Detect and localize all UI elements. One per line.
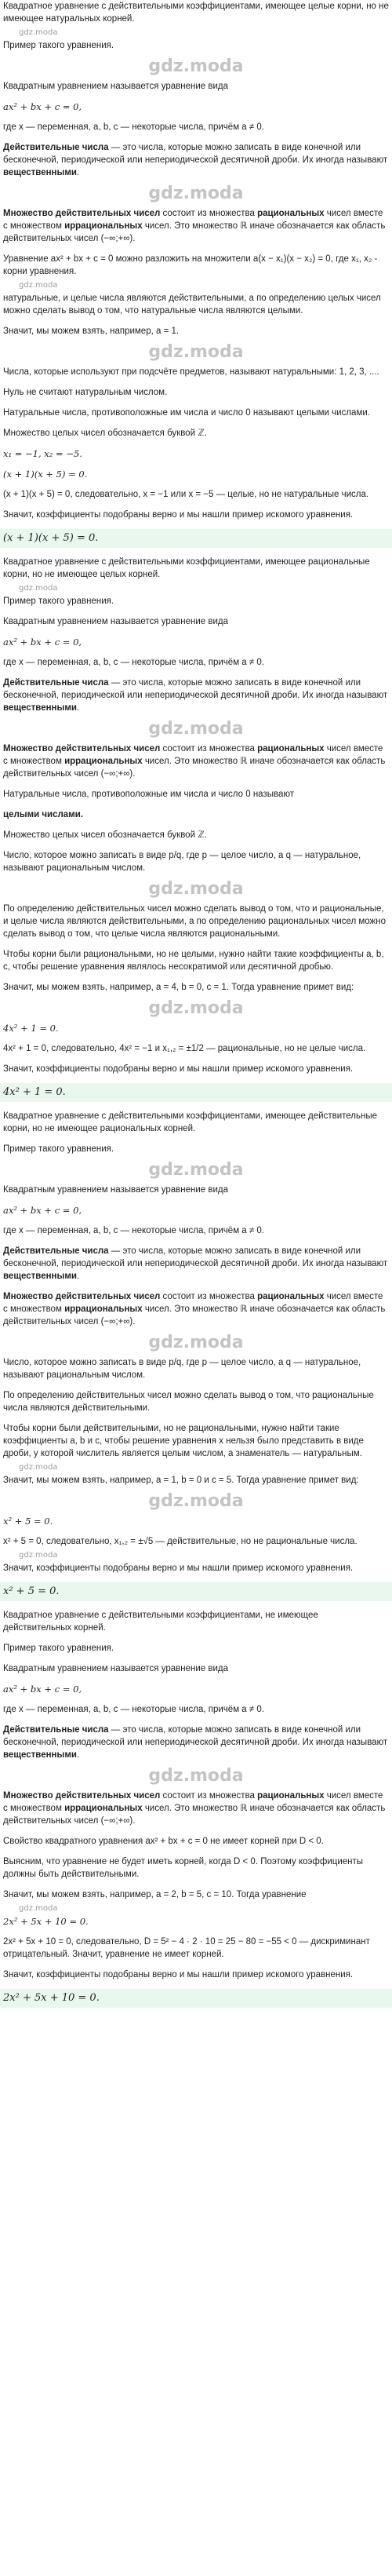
paragraph: Множество целых чисел обозначается буквой ℤ. [3, 429, 207, 438]
text-run: — это числа, которые можно записать в виде конечной или бесконечной, периодической или непериодической десятичной дроби. Их иногда называют [3, 678, 388, 700]
bold-term: вещественными [3, 1750, 77, 1760]
bold-term: целыми числами. [3, 810, 83, 819]
watermark: gdz.moda [148, 342, 244, 362]
text-run: чисел. Это множество ℝ иначе обозначается как область действительных чисел (−∞;+∞). [3, 221, 386, 243]
watermark: gdz.moda [148, 1766, 244, 1786]
paragraph [3, 743, 389, 780]
bold-term: вещественными [3, 703, 77, 713]
paragraph: Квадратным уравнением называется уравнение вида [3, 1664, 228, 1673]
text-run: . [76, 1272, 80, 1281]
paragraph: где x — переменная, a, b, c — некоторые числа, причём a ≠ 0. [3, 122, 264, 132]
paragraph: Пример такого уравнения. [3, 597, 114, 606]
paragraph: Квадратное уравнение с действительными коэффициентами, имеющее рациональные корни, но не имеющее целых корней. [3, 557, 370, 579]
paragraph: Квадратным уравнением называется уравнение вида [3, 617, 228, 626]
paragraph [3, 1245, 389, 1283]
paragraph: Чтобы корни были действительными, но не рациональными, нужно найти такие коэффициенты a, b и c, чтобы решение уравнения x нельзя было представить в виде дроби, у которой числитель является целым числом, а знаменатель — натуральным. [3, 1424, 364, 1458]
watermark: gdz.moda [148, 998, 244, 1018]
paragraph [3, 1790, 389, 1827]
bold-term: иррациональных [64, 1804, 143, 1813]
paragraph: Нуль не считают натуральным числом. [3, 388, 168, 397]
paragraph: Значит, коэффициенты подобраны верно и мы нашли пример искомого уравнения. [3, 1563, 354, 1573]
answer-box: x² + 5 = 0. [0, 1582, 392, 1601]
bold-term: Множество действительных чисел [3, 209, 161, 218]
math-line: ax² + bx + c = 0, [3, 1205, 82, 1216]
text-run: — это числа, которые можно записать в виде конечной или бесконечной, периодической или непериодической десятичной дроби. Их иногда называют [3, 1246, 388, 1268]
paragraph: По определению действительных чисел можно сделать вывод о том, что рациональные числа являются действительными. [3, 1391, 374, 1413]
bold-term: рациональных [257, 209, 325, 218]
bold-term: рациональных [257, 1292, 325, 1301]
paragraph: Квадратное уравнение с действительными коэффициентами, имеющее действительные корни, но не имеющее рациональных корней. [3, 1111, 377, 1133]
watermark: gdz.moda [148, 1160, 244, 1180]
math-line: ax² + bx + c = 0, [3, 1684, 82, 1695]
bold-term: вещественными [3, 168, 77, 177]
paragraph: Квадратное уравнение с действительными коэффициентами, не имеющее действительных корней. [3, 1611, 318, 1633]
text-run: чисел вместе с множеством [3, 209, 383, 231]
paragraph: Квадратным уравнением называется уравнение вида [3, 82, 228, 91]
paragraph: Чтобы корни были рациональными, но не целыми, нужно найти такие коэффициенты a, b, c, чтобы решение уравнения являлось несократимой или десятичной дробью. [3, 950, 384, 972]
paragraph [3, 677, 389, 714]
paragraph [3, 1724, 389, 1761]
text-run: чисел вместе с множеством [3, 744, 383, 766]
text-run: . [76, 703, 80, 713]
paragraph: натуральные, и целые числа являются действительными, а по определению целых чисел можно сделать вывод о том, что натуральные числа являются целыми. [3, 294, 381, 316]
text-run: . [76, 1750, 80, 1760]
watermark-small: gdz.moda [19, 281, 58, 290]
bold-term: иррациональных [64, 1304, 143, 1314]
math-line: ax² + bx + c = 0, [3, 101, 82, 112]
answer-box: 4x² + 1 = 0. [0, 1083, 392, 1102]
bold-term: рациональных [257, 1791, 325, 1801]
text-run: чисел. Это множество ℝ иначе обозначается как область действительных чисел (−∞;+∞). [3, 1804, 386, 1826]
paragraph: где x — переменная, a, b, c — некоторые числа, причём a ≠ 0. [3, 658, 264, 667]
text-run: состоит из множества [160, 1292, 258, 1301]
text-run: чисел. Это множество ℝ иначе обозначается как область действительных чисел (−∞;+∞). [3, 1304, 386, 1326]
paragraph: 2x² + 5x + 10 = 0, следовательно, D = 5² − 4 · 2 · 10 = 25 − 80 = −55 < 0 — дискриминант отрицательный. Значит, уравнение не имеет корней. [3, 1937, 370, 1959]
watermark: gdz.moda [148, 1491, 244, 1511]
bold-term: Действительные числа [3, 1725, 109, 1735]
paragraph [3, 1290, 389, 1328]
paragraph: Натуральные числа, противоположные им числа и число 0 называют [3, 790, 295, 799]
watermark-small: gdz.moda [19, 1904, 58, 1913]
paragraph: Значит, мы можем взять, например, a = 4, b = 0, c = 1. Тогда уравнение примет вид: [3, 983, 354, 992]
bold-term: Множество действительных чисел [3, 744, 161, 753]
watermark-small: gdz.moda [19, 1551, 58, 1560]
bold-term: иррациональных [64, 221, 143, 231]
watermark-small: gdz.moda [19, 28, 58, 37]
paragraph: Значит, коэффициенты подобраны верно и мы нашли пример искомого уравнения. [3, 510, 354, 520]
watermark-small: gdz.moda [19, 1463, 58, 1472]
paragraph: x² + 5 = 0, следовательно, x₁,₂ = ±√5 — действительные, но не рациональные числа. [3, 1537, 358, 1546]
paragraph [3, 207, 389, 245]
paragraph: Натуральные числа, противоположные им числа и число 0 называют целыми числами. [3, 408, 370, 418]
text-run: состоит из множества [160, 209, 258, 218]
paragraph: Число, которое можно записать в виде p/q, где p — целое число, а q — натуральное, называют рациональным числом. [3, 851, 361, 873]
paragraph: Квадратное уравнение с действительными коэффициентами, имеющее целые корни, но не имеющее натуральных корней. [3, 2, 389, 24]
text-run: — это числа, которые можно записать в виде конечной или бесконечной, периодической или непериодической десятичной дроби. Их иногда называют [3, 1725, 388, 1747]
paragraph: По определению действительных чисел можно сделать вывод о том, что и рациональные, и целые числа являются действительными, а по определению рациональных чисел можно сделать вывод о том, что целые числа являются рациональными. [3, 904, 386, 939]
paragraph: Пример такого уравнения. [3, 41, 114, 50]
bold-term: Множество действительных чисел [3, 1292, 161, 1301]
text-run: чисел вместе с множеством [3, 1791, 383, 1813]
math-line: (x + 1)(x + 5) = 0. [3, 469, 88, 480]
paragraph: Числа, которые используют при подсчёте предметов, называют натуральными: 1, 2, 3, .... [3, 367, 379, 377]
paragraph: Квадратным уравнением называется уравнение вида [3, 1185, 228, 1195]
watermark-small: gdz.moda [19, 584, 58, 593]
answer-box: (x + 1)(x + 5) = 0. [0, 529, 392, 548]
text-run: . [76, 168, 80, 177]
watermark: gdz.moda [148, 879, 244, 899]
paragraph [3, 141, 389, 179]
paragraph: Значит, мы можем взять, например, a = 2, b = 5, c = 10. Тогда уравнение [3, 1890, 307, 1899]
bold-term: вещественными [3, 1272, 77, 1281]
paragraph: где x — переменная, a, b, c — некоторые числа, причём a ≠ 0. [3, 1226, 264, 1235]
watermark: gdz.moda [148, 719, 244, 739]
math-line: 2x² + 5x + 10 = 0. [3, 1916, 89, 1927]
paragraph: Значит, мы можем взять, например, a = 1, b = 0 и c = 5. Тогда уравнение примет вид: [3, 1476, 359, 1485]
math-line: 4x² + 1 = 0. [3, 1023, 59, 1034]
watermark: gdz.moda [148, 57, 244, 76]
paragraph: Уравнение ax² + bx + c = 0 можно разложить на множители a(x − x₁)(x − x₂) = 0, где x₁, x₂ - корни уравнения. [3, 254, 378, 276]
bold-term: иррациональных [64, 757, 143, 766]
paragraph: Свойство квадратного уравнения ax² + bx + c = 0 не имеет корней при D < 0. [3, 1837, 324, 1846]
paragraph: 4x² + 1 = 0, следовательно, 4x² = −1 и x₁,₂ = ±1/2 — рациональные, но не целые числа. [3, 1044, 366, 1053]
math-line: x₁ = −1, x₂ = −5. [3, 448, 82, 459]
text-run: состоит из множества [160, 1791, 258, 1801]
bold-term: Действительные числа [3, 678, 109, 688]
math-line: ax² + bx + c = 0, [3, 637, 82, 648]
paragraph: Выясним, что уравнение не будет иметь корней, когда D < 0. Поэтому коэффициенты должны быть действительными. [3, 1857, 364, 1879]
math-line: x² + 5 = 0. [3, 1516, 53, 1527]
bold-term: Действительные числа [3, 1246, 109, 1256]
paragraph [3, 808, 389, 821]
paragraph: (x + 1)(x + 5) = 0, следовательно, x = −1 или x = −5 — целые, но не натуральные числа. [3, 490, 369, 499]
text-run: чисел. Это множество ℝ иначе обозначается как область действительных чисел (−∞;+∞). [3, 757, 386, 779]
bold-term: Действительные числа [3, 143, 109, 152]
paragraph: Значит, коэффициенты подобраны верно и мы нашли пример искомого уравнения. [3, 1970, 354, 1979]
paragraph: Значит, мы можем взять, например, a = 1. [3, 327, 180, 336]
paragraph: Пример такого уравнения. [3, 1644, 114, 1653]
text-run: состоит из множества [160, 744, 258, 753]
bold-term: Множество действительных чисел [3, 1791, 161, 1801]
watermark: gdz.moda [148, 1333, 244, 1352]
watermark: gdz.moda [148, 184, 244, 203]
paragraph: где x — переменная, a, b, c — некоторые числа, причём a ≠ 0. [3, 1705, 264, 1714]
text-run: — это числа, которые можно записать в виде конечной или бесконечной, периодической или непериодической десятичной дроби. Их иногда называют [3, 143, 388, 165]
answer-box: 2x² + 5x + 10 = 0. [0, 1989, 392, 2008]
text-run: чисел вместе с множеством [3, 1292, 383, 1314]
paragraph: Число, которое можно записать в виде p/q, где p — целое число, а q — натуральное, называют рациональным числом. [3, 1358, 361, 1380]
paragraph: Множество целых чисел обозначается буквой ℤ. [3, 830, 207, 840]
bold-term: рациональных [257, 744, 325, 753]
paragraph: Пример такого уравнения. [3, 1144, 114, 1154]
paragraph: Значит, коэффициенты подобраны верно и мы нашли пример искомого уравнения. [3, 1064, 354, 1074]
